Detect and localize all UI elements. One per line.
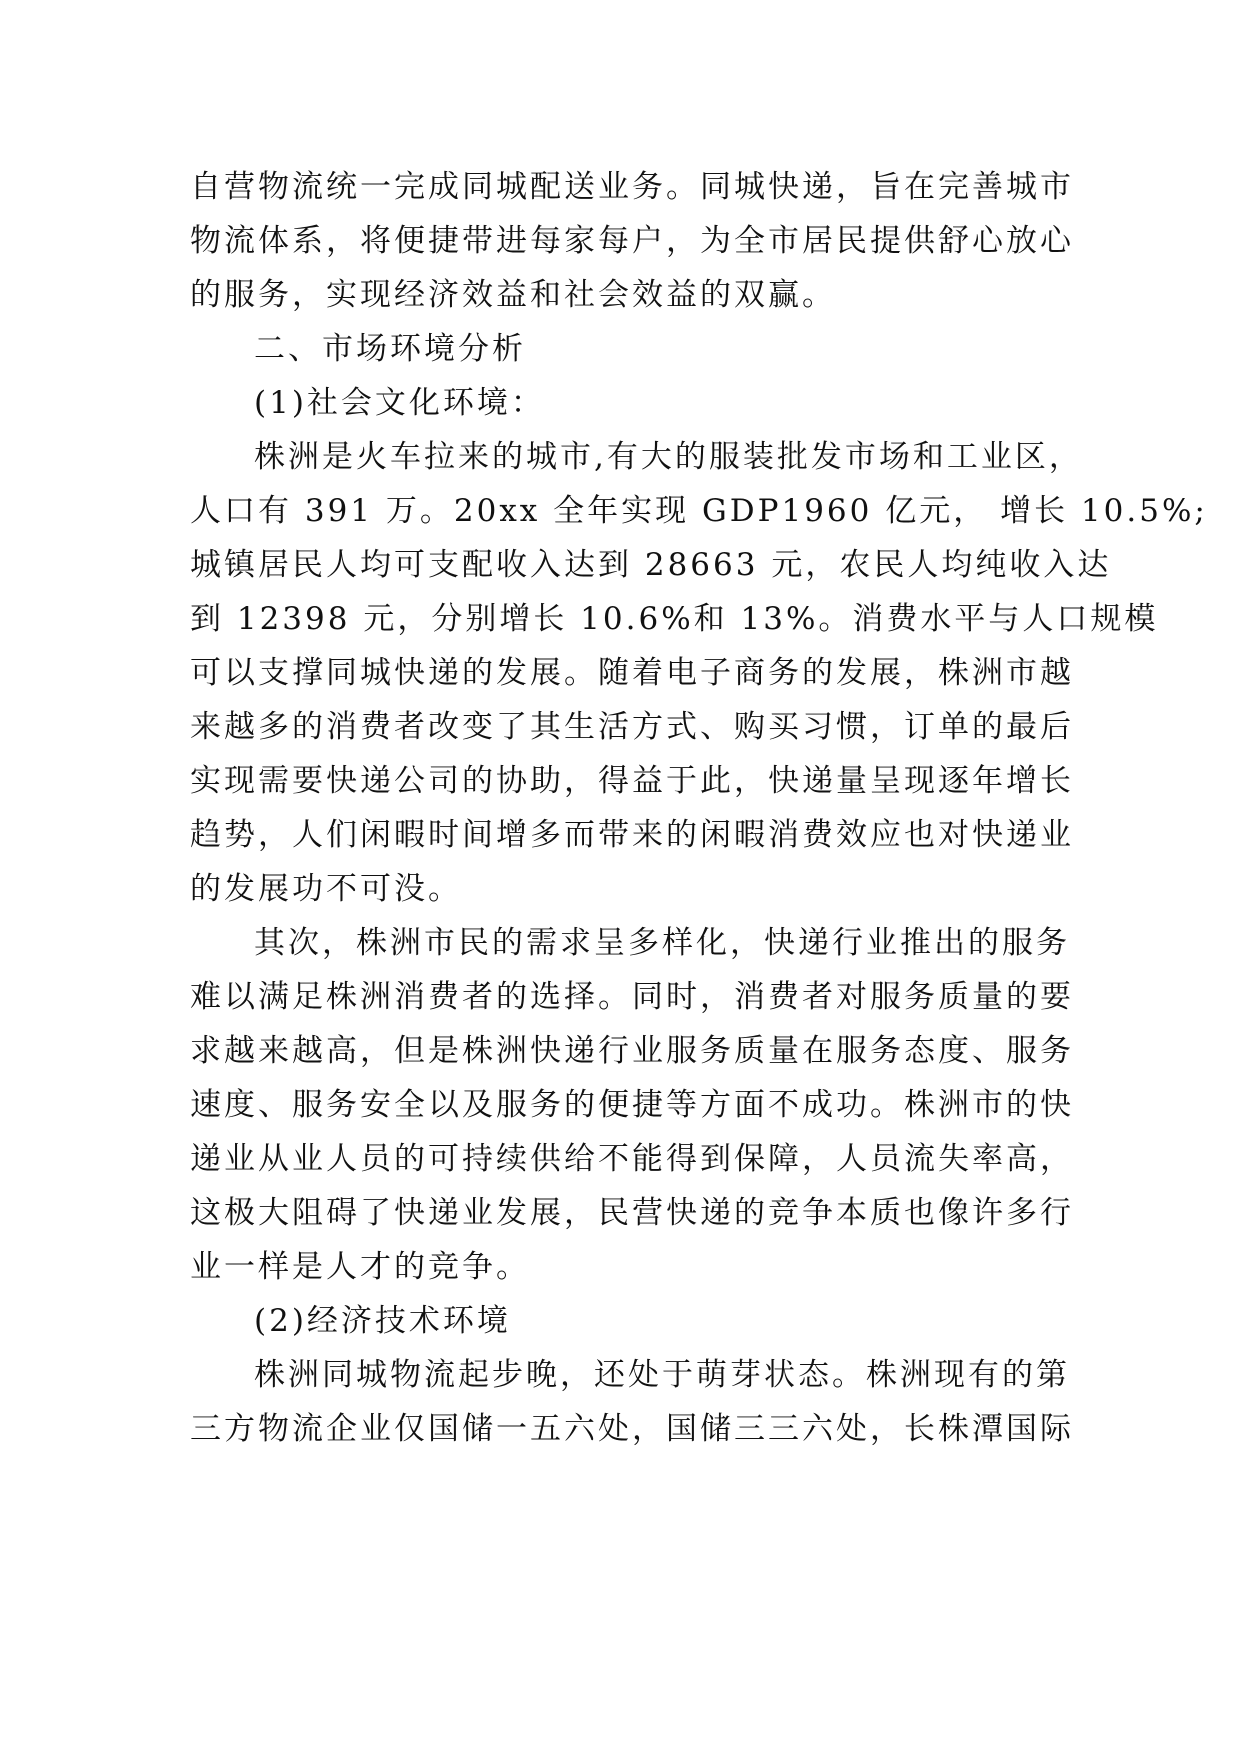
text-line: 可以支撑同城快递的发展。随着电子商务的发展，株洲市越 (190, 655, 1074, 691)
text-line: 实现需要快递公司的协助，得益于此，快递量呈现逐年增长 (190, 763, 1074, 799)
text-line: 株洲同城物流起步晚，还处于萌芽状态。株洲现有的第 (254, 1357, 1070, 1393)
section-heading: 二、市场环境分析 (254, 331, 526, 367)
text-line: 趋势，人们闲暇时间增多而带来的闲暇消费效应也对快递业 (190, 817, 1074, 853)
subsection-heading: (2)经济技术环境 (254, 1303, 511, 1339)
text-line: 株洲是火车拉来的城市,有大的服装批发市场和工业区， (254, 439, 1083, 475)
text-line: 业一样是人才的竞争。 (190, 1249, 530, 1285)
text-line: 人口有 391 万。20xx 全年实现 GDP1960 亿元， 增长 10.5%; (190, 493, 1208, 529)
text-line: 到 12398 元，分别增长 10.6%和 13%。消费水平与人口规模 (190, 601, 1159, 637)
body-text (190, 160, 1208, 1456)
text-line: 的服务，实现经济效益和社会效益的双赢。 (190, 277, 836, 313)
text-line: 城镇居民人均可支配收入达到 28663 元，农民人均纯收入达 (190, 547, 1112, 583)
text-line: 求越来越高，但是株洲快递行业服务质量在服务态度、服务 (190, 1033, 1074, 1069)
text-line: 物流体系，将便捷带进每家每户，为全市居民提供舒心放心 (190, 223, 1074, 259)
text-line: 这极大阻碍了快递业发展，民营快递的竞争本质也像许多行 (190, 1195, 1074, 1231)
text-line: 自营物流统一完成同城配送业务。同城快递，旨在完善城市 (190, 169, 1074, 205)
text-line: 来越多的消费者改变了其生活方式、购买习惯，订单的最后 (190, 709, 1074, 745)
text-line: 递业从业人员的可持续供给不能得到保障，人员流失率高， (190, 1141, 1074, 1177)
text-line: 其次，株洲市民的需求呈多样化，快递行业推出的服务 (254, 925, 1070, 961)
text-line: 的发展功不可没。 (190, 871, 462, 907)
text-line: 难以满足株洲消费者的选择。同时，消费者对服务质量的要 (190, 979, 1074, 1015)
subsection-heading: (1)社会文化环境： (254, 385, 545, 421)
text-line: 三方物流企业仅国储一五六处，国储三三六处，长株潭国际 (190, 1411, 1074, 1447)
text-line: 速度、服务安全以及服务的便捷等方面不成功。株洲市的快 (190, 1087, 1074, 1123)
